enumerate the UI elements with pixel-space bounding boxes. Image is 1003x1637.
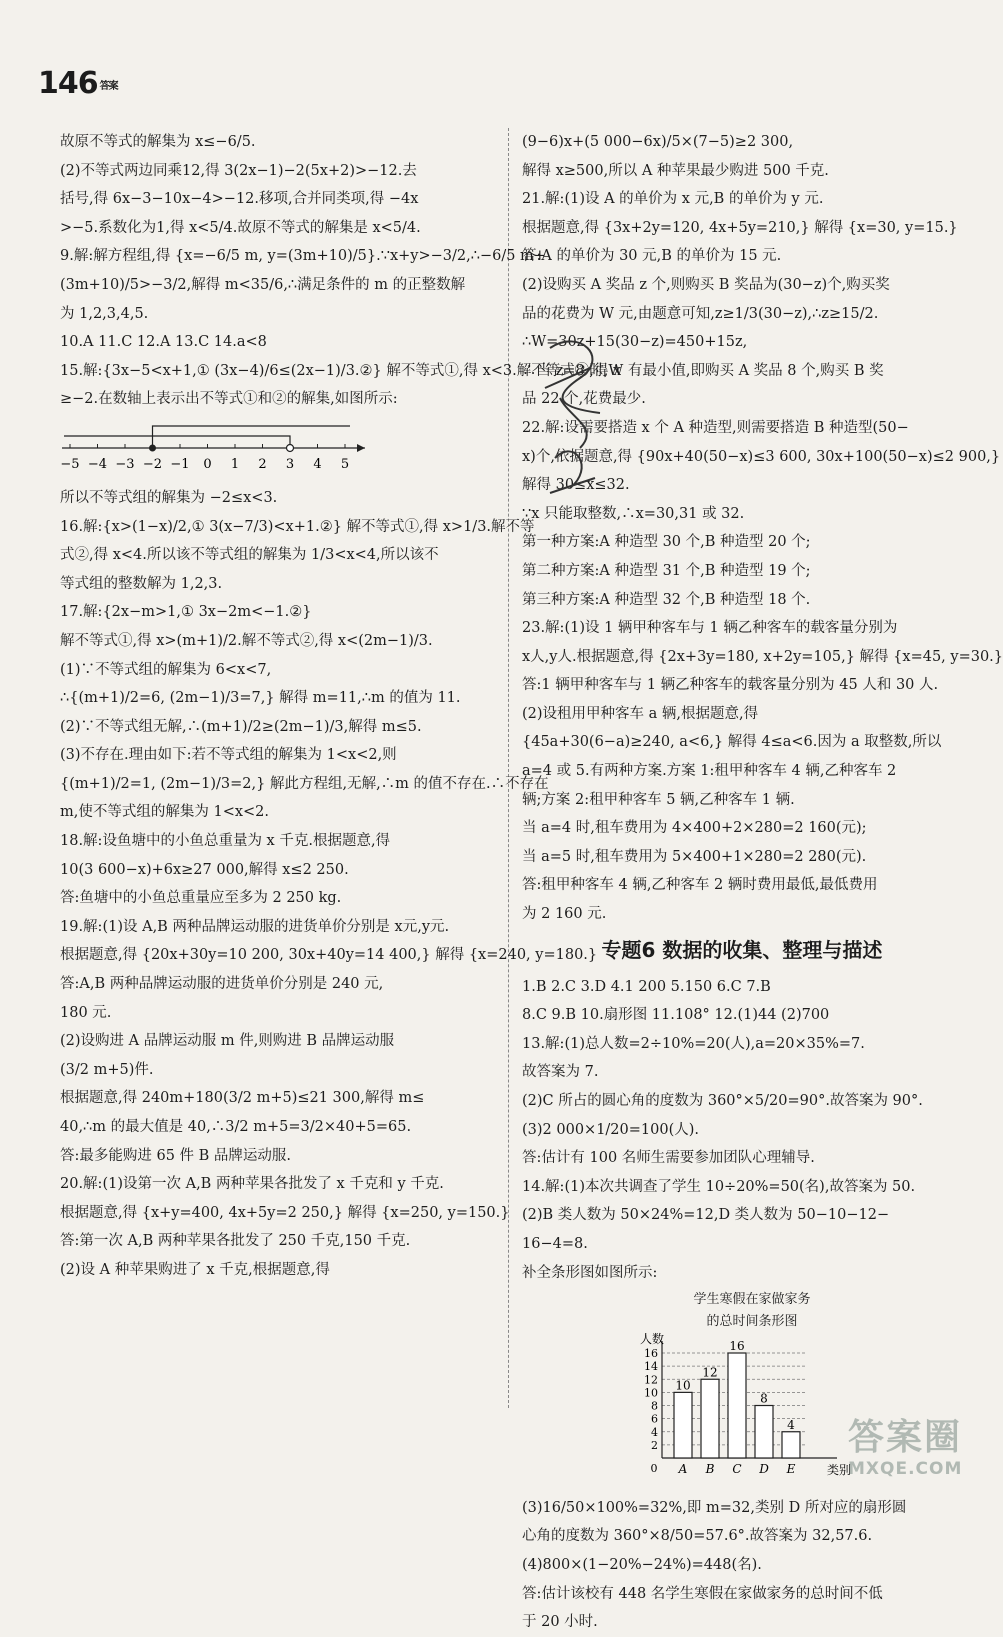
page-number bbox=[38, 66, 118, 101]
text-line: 当 a=4 时,租车费用为 4×400+2×280=2 160(元); bbox=[522, 820, 867, 837]
text-line: (3m+10)/5>−3/2,解得 m<35/6,∴满足条件的 m 的正整数解 bbox=[60, 276, 466, 293]
text-line: 答:A 的单价为 30 元,B 的单价为 15 元. bbox=[522, 248, 782, 265]
bar-value-label: 4 bbox=[787, 1417, 795, 1432]
text-line: 括号,得 6x−3−10x−4>−12.移项,合并同类项,得 −4x bbox=[60, 191, 419, 208]
text-line: 解得 x≥500,所以 A 种苹果最少购进 500 千克. bbox=[522, 162, 829, 179]
text-line: 解得 30≤x≤32. bbox=[522, 477, 630, 494]
text-line: a=4 或 5.有两种方案.方案 1:租甲种客车 4 辆,乙种客车 2 bbox=[522, 763, 897, 780]
bar-value-label: 10 bbox=[675, 1378, 691, 1393]
text-line: 答:A,B 两种品牌运动服的进货单价分别是 240 元, bbox=[60, 976, 384, 993]
text-line: 17.解:{2x−m>1,① 3x−2m<−1.②} bbox=[60, 604, 312, 621]
text-line: 答:第一次 A,B 两种苹果各批发了 250 千克,150 千克. bbox=[60, 1233, 411, 1250]
number-line-arrow bbox=[357, 444, 365, 452]
origin-label: 0 bbox=[650, 1462, 658, 1476]
text-line: (2)B 类人数为 50×24%=12,D 类人数为 50−10−12− bbox=[522, 1207, 890, 1224]
bar bbox=[728, 1353, 746, 1458]
text-line: 当 a=5 时,租车费用为 5×400+1×280=2 280(元). bbox=[522, 848, 867, 865]
text-line: 答:估计该校有 448 名学生寒假在家做家务的总时间不低 bbox=[522, 1585, 883, 1602]
category-label: E bbox=[786, 1462, 796, 1477]
text-line: 答:1 辆甲种客车与 1 辆乙种客车的载客量分别为 45 人和 30 人. bbox=[522, 677, 939, 694]
text-line: x人,y人.根据题意,得 {2x+3y=180, x+2y=105,} 解得 {x=45, y=30.} bbox=[522, 648, 1003, 665]
text-line: x)个,依据题意,得 {90x+40(50−x)≤3 600, 30x+100(50−x)≤2 900,} bbox=[522, 448, 1001, 465]
text-line: 180 元. bbox=[60, 1004, 112, 1021]
text-line: 等式组的整数解为 1,2,3. bbox=[60, 575, 223, 592]
category-label: D bbox=[759, 1462, 769, 1477]
text-line: 23.解:(1)设 1 辆甲种客车与 1 辆乙种客车的载客量分别为 bbox=[522, 620, 898, 637]
text-line: 第三种方案:A 种造型 32 个,B 种造型 18 个. bbox=[522, 591, 811, 608]
text-line: (2)不等式两边同乘12,得 3(2x−1)−2(5x+2)>−12.去 bbox=[60, 162, 417, 179]
text-line: 第二种方案:A 种造型 31 个,B 种造型 19 个; bbox=[522, 562, 811, 579]
text-line: (2)∵不等式组无解,∴(m+1)/2≥(2m−1)/3,解得 m≤5. bbox=[60, 718, 422, 735]
chart-title-line2: 的总时间条形图 bbox=[706, 1314, 798, 1330]
text-line: 故原不等式的解集为 x≤−6/5. bbox=[60, 134, 256, 150]
text-line: (2)设租用甲种客车 a 辆,根据题意,得 bbox=[522, 705, 759, 722]
text-line: 式②,得 x<4.所以该不等式组的解集为 1/3<x<4,所以该不 bbox=[60, 547, 439, 564]
open-dot bbox=[287, 444, 294, 451]
text-line: 10(3 600−x)+6x≥27 000,解得 x≤2 250. bbox=[60, 861, 349, 878]
text-line: (4)800×(1−20%−24%)=448(名). bbox=[522, 1556, 762, 1573]
watermark-url: MXQE.COM bbox=[848, 1459, 963, 1479]
bar bbox=[755, 1406, 773, 1459]
text-line: {(m+1)/2=1, (2m−1)/3=2,} 解此方程组,无解,∴m 的值不存在.∴不存在 bbox=[60, 775, 549, 792]
text-line: 40,∴m 的最大值是 40,∴3/2 m+5=3/2×40+5=65. bbox=[60, 1119, 412, 1135]
number-line-label: −2 bbox=[142, 456, 163, 472]
text-line: 根据题意,得 {3x+2y=120, 4x+5y=210,} 解得 {x=30, y=15.} bbox=[522, 219, 958, 236]
number-line-label: 1 bbox=[230, 456, 240, 472]
bar bbox=[674, 1393, 692, 1459]
y-tick-label: 16 bbox=[644, 1347, 658, 1361]
text-line: 答:租甲种客车 4 辆,乙种客车 2 辆时费用最低,最低费用 bbox=[522, 877, 878, 894]
text-line: 辆;方案 2:租甲种客车 5 辆,乙种客车 1 辆. bbox=[522, 791, 795, 808]
bar-chart bbox=[622, 1289, 882, 1494]
number-line-label: 4 bbox=[313, 456, 322, 472]
text-line: (3)2 000×1/20=100(人). bbox=[522, 1121, 700, 1138]
text-line: 1.B 2.C 3.D 4.1 200 5.150 6.C 7.B bbox=[522, 978, 771, 995]
text-line: 22.解:设需要搭造 x 个 A 种造型,则需要搭造 B 种造型(50− bbox=[522, 419, 909, 436]
category-label: C bbox=[732, 1462, 742, 1477]
text-line: m,使不等式组的解集为 1<x<2. bbox=[60, 804, 270, 821]
text-line: 答:估计有 100 名师生需要参加团队心理辅导. bbox=[522, 1150, 815, 1167]
page-number-value: 146 bbox=[38, 66, 98, 101]
text-line: {45a+30(6−a)≥240, a<6,} 解得 4≤a<6.因为 a 取整数,所以 bbox=[522, 734, 942, 751]
category-label: B bbox=[705, 1462, 715, 1477]
solution-bracket-1 bbox=[153, 426, 351, 448]
y-tick-label: 6 bbox=[651, 1412, 658, 1426]
x-axis-label: 类别 bbox=[827, 1463, 852, 1478]
bar-value-label: 12 bbox=[702, 1365, 718, 1380]
text-line: 答:最多能购进 65 件 B 品牌运动服. bbox=[60, 1147, 292, 1164]
text-line: 14.解:(1)本次共调查了学生 10÷20%=50(名),故答案为 50. bbox=[522, 1178, 916, 1195]
chart-title-line1: 学生寒假在家做家务 bbox=[693, 1292, 811, 1308]
y-tick-label: 8 bbox=[651, 1399, 658, 1413]
text-line: 故答案为 7. bbox=[522, 1064, 599, 1081]
text-line: (2)设购买 A 奖品 z 个,则购买 B 奖品为(30−z)个,购买奖 bbox=[522, 276, 890, 293]
category-label: A bbox=[678, 1462, 688, 1477]
text-line: 根据题意,得 {x+y=400, 4x+5y=2 250,} 解得 {x=250, y=150.} bbox=[60, 1204, 510, 1221]
text-line: 18.解:设鱼塘中的小鱼总重量为 x 千克.根据题意,得 bbox=[60, 833, 391, 850]
text-line: 根据题意,得 240m+180(3/2 m+5)≤21 300,解得 m≤ bbox=[60, 1090, 425, 1107]
text-line: 答:鱼塘中的小鱼总重量应至多为 2 250 kg. bbox=[60, 890, 342, 907]
y-tick-label: 10 bbox=[644, 1386, 658, 1400]
text-line: 21.解:(1)设 A 的单价为 x 元,B 的单价为 y 元. bbox=[522, 191, 824, 208]
text-line: 15.解:{3x−5<x+1,① (3x−4)/6≤(2x−1)/3.②} 解不等式①,得 x<3.解不等式②,得 x bbox=[60, 362, 622, 379]
number-line-label: −4 bbox=[87, 456, 108, 472]
y-tick-label: 2 bbox=[651, 1439, 658, 1453]
bar-value-label: 8 bbox=[760, 1391, 768, 1406]
text-line: ∴W=30z+15(30−z)=450+15z, bbox=[522, 334, 748, 351]
text-line: 第一种方案:A 种造型 30 个,B 种造型 20 个; bbox=[522, 534, 811, 551]
number-line-label: 2 bbox=[258, 456, 267, 472]
text-line: 20.解:(1)设第一次 A,B 两种苹果各批发了 x 千克和 y 千克. bbox=[60, 1176, 444, 1193]
text-line: 为 2 160 元. bbox=[522, 906, 607, 923]
number-line-label: −5 bbox=[60, 456, 80, 472]
text-line: 于 20 小时. bbox=[522, 1614, 598, 1631]
y-tick-label: 4 bbox=[651, 1425, 658, 1439]
number-line bbox=[60, 418, 390, 478]
text-line: 为 1,2,3,4,5. bbox=[60, 305, 149, 322]
bar-value-label: 16 bbox=[729, 1339, 745, 1354]
text-line: (9−6)x+(5 000−6x)/5×(7−5)≥2 300, bbox=[522, 134, 794, 150]
text-line: 16−4=8. bbox=[522, 1235, 588, 1252]
section-title: 专题6 数据的收集、整理与描述 bbox=[601, 937, 883, 962]
text-line: 所以不等式组的解集为 −2≤x<3. bbox=[60, 489, 278, 506]
text-line: (3)不存在.理由如下:若不等式组的解集为 1<x<2,则 bbox=[60, 747, 397, 764]
y-tick-label: 14 bbox=[644, 1360, 658, 1374]
text-line: 根据题意,得 {20x+30y=10 200, 30x+40y=14 400,} 解得 {x=240, y=180.} bbox=[60, 947, 598, 964]
text-line: (2)设购进 A 品牌运动服 m 件,则购进 B 品牌运动服 bbox=[60, 1033, 395, 1050]
text-line: (1)∵不等式组的解集为 6<x<7, bbox=[60, 661, 272, 678]
number-line-label: 0 bbox=[203, 456, 212, 472]
text-line: 解不等式①,得 x>(m+1)/2.解不等式②,得 x<(2m−1)/3. bbox=[60, 632, 433, 649]
text-line: 19.解:(1)设 A,B 两种品牌运动服的进货单价分别是 x元,y元. bbox=[60, 918, 450, 935]
text-line: ∵x 只能取整数,∴x=30,31 或 32. bbox=[522, 505, 745, 522]
text-line: 心角的度数为 360°×8/50=57.6°.故答案为 32,57.6. bbox=[522, 1528, 873, 1545]
handwritten-scribble bbox=[540, 318, 660, 518]
y-tick-label: 12 bbox=[644, 1373, 658, 1387]
text-line: (3)16/50×100%=32%,即 m=32,类别 D 所对应的扇形圆 bbox=[522, 1499, 907, 1516]
number-line-label: 3 bbox=[285, 456, 295, 472]
watermark-logo bbox=[848, 1417, 988, 1487]
y-axis-label: 人数 bbox=[640, 1332, 665, 1347]
bar bbox=[782, 1432, 800, 1458]
text-line: (2)C 所占的圆心角的度数为 360°×5/20=90°.故答案为 90°. bbox=[522, 1093, 923, 1109]
watermark-text: 答案圈 bbox=[848, 1417, 963, 1458]
text-line: 8.C 9.B 10.扇形图 11.108° 12.(1)44 (2)700 bbox=[522, 1007, 830, 1024]
number-line-label: −1 bbox=[170, 456, 190, 472]
bar-chart-svg bbox=[622, 1333, 872, 1483]
text-line: 10.A 11.C 12.A 13.C 14.a<8 bbox=[60, 334, 267, 351]
text-line: (2)设 A 种苹果购进了 x 千克,根据题意,得 bbox=[60, 1261, 330, 1278]
text-line: 补全条形图如图所示: bbox=[522, 1264, 658, 1281]
bar bbox=[701, 1379, 719, 1458]
text-line: 13.解:(1)总人数=2÷10%=20(人),a=20×35%=7. bbox=[522, 1035, 865, 1052]
text-line: 品的花费为 W 元,由题意可知,z≥1/3(30−z),∴z≥15/2. bbox=[522, 305, 879, 322]
text-line: >−5.系数化为1,得 x<5/4.故原不等式的解集是 x<5/4. bbox=[60, 219, 421, 236]
text-line: ≥−2.在数轴上表示出不等式①和②的解集,如图所示: bbox=[60, 391, 398, 408]
page-number-tag: 答案 bbox=[99, 81, 118, 92]
text-line: ∴当 z=8 时,W 有最小值,即购买 A 奖品 8 个,购买 B 奖 bbox=[522, 362, 884, 379]
text-line: (3/2 m+5)件. bbox=[60, 1061, 154, 1078]
solid-dot bbox=[149, 444, 156, 451]
text-line: 9.解:解方程组,得 {x=−6/5 m, y=(3m+10)/5}.∵x+y>−3/2,∴−6/5 m+ bbox=[60, 248, 546, 265]
number-line-label: −3 bbox=[115, 456, 135, 472]
text-line: 品 22 个,花费最少. bbox=[522, 391, 646, 408]
number-line-label: 5 bbox=[340, 456, 350, 472]
text-line: ∴{(m+1)/2=6, (2m−1)/3=7,} 解得 m=11,∴m 的值为 11. bbox=[60, 690, 461, 707]
text-line: 16.解:{x>(1−x)/2,① 3(x−7/3)<x+1.②} 解不等式①,得 x>1/3.解不等 bbox=[60, 518, 535, 535]
